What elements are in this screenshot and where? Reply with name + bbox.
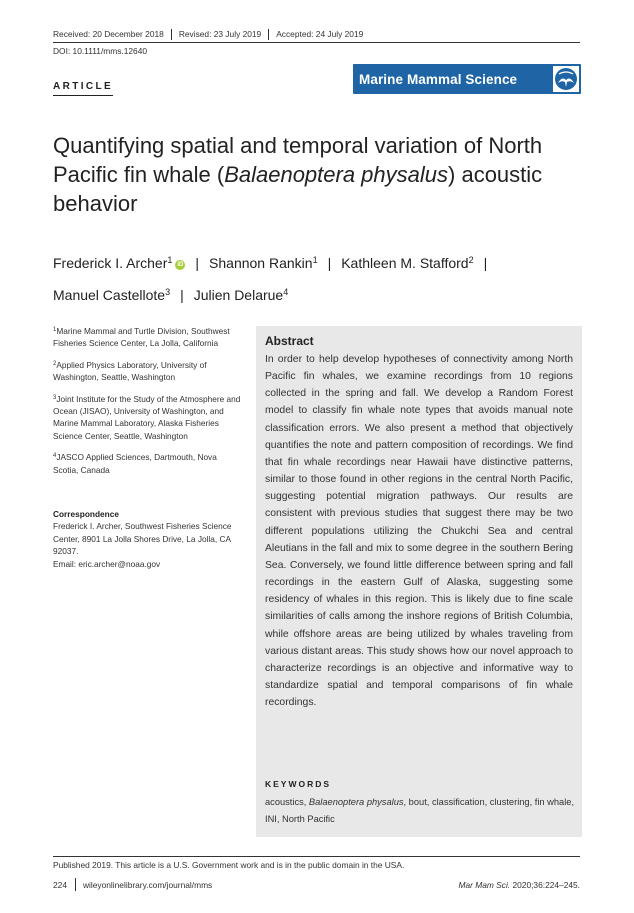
submission-dates xyxy=(53,27,580,42)
article-title xyxy=(53,131,573,218)
title-part-2: ) acoustic behavior xyxy=(53,162,543,216)
correspondence-email[interactable]: Email: eric.archer@noaa.gov xyxy=(53,558,161,569)
journal-url[interactable]: wileyonlinelibrary.com/journal/mms xyxy=(83,880,213,890)
accepted-date: Accepted: 24 July 2019 xyxy=(276,29,364,39)
author-affiliation-sup: 3 xyxy=(165,287,171,297)
affiliation-sup: 1 xyxy=(53,327,57,333)
author-stafford[interactable] xyxy=(341,255,473,271)
affiliation-sup: 4 xyxy=(53,453,57,460)
revised-date: Revised: 23 July 2019 xyxy=(179,29,269,40)
affiliation-sup: 2 xyxy=(53,360,57,367)
author-archer[interactable] xyxy=(53,255,185,271)
journal-badge[interactable] xyxy=(353,64,581,94)
title-species-italic: Balaenoptera physalus xyxy=(224,162,449,187)
author-affiliation-sup: 2 xyxy=(468,255,474,265)
author-separator: | xyxy=(180,287,184,303)
keywords-list xyxy=(265,794,575,828)
keywords-heading: KEYWORDS xyxy=(265,779,332,789)
citation-journal-abbrev: Mar Mam Sci. xyxy=(458,880,511,890)
author-name: Manuel Castellote xyxy=(53,287,166,303)
footer-divider xyxy=(53,856,580,857)
author-separator: | xyxy=(327,255,332,271)
affiliation-text: Applied Physics Laboratory, University of Washington, Seattle, Washington xyxy=(53,359,207,383)
affiliation-text: Joint Institute for the Study of the Atmosphere and Ocean (JISAO), University of Washington, and Marine Mammal Laboratory, Alaska Fisheries Science Center, Seattle, Washington xyxy=(53,393,241,441)
page-footer xyxy=(53,878,580,892)
doi-link[interactable]: DOI: 10.1111/mms.12640 xyxy=(53,46,148,56)
author-separator: | xyxy=(483,255,488,271)
author-affiliation-sup: 4 xyxy=(283,287,289,297)
affiliation-1 xyxy=(53,324,241,350)
page-number-divider xyxy=(75,878,76,891)
keywords-part-1: acoustics, xyxy=(265,797,309,807)
title-part-1: Quantifying spatial and temporal variation of North Pacific fin whale ( xyxy=(53,133,543,187)
orcid-icon[interactable]: iD xyxy=(177,262,184,268)
author-name: Frederick I. Archer xyxy=(53,255,168,271)
whale-tail-logo-icon xyxy=(553,66,579,92)
affiliations xyxy=(53,324,241,484)
author-list xyxy=(53,246,593,310)
article-type-label: ARTICLE xyxy=(53,81,113,96)
affiliation-2 xyxy=(53,358,241,384)
author-name: Kathleen M. Stafford xyxy=(341,255,469,271)
author-separator: | xyxy=(195,255,200,271)
journal-name: Marine Mammal Science xyxy=(359,71,518,87)
author-affiliation-sup: 1 xyxy=(312,255,318,265)
author-delarue[interactable] xyxy=(194,287,289,303)
header-divider xyxy=(53,42,580,43)
abstract-text: In order to help develop hypotheses of connectivity among North Pacific fin whales, we examine recordings from 10 regions collected in the spring and fall. We develop a Random Forest model to classify fin whale note types that avoids manual note classification errors. We also present a method that objectively quantifies the note and pattern composition of recordings. We find that fin whale recordings near Hawaii have distinctive patterns, similar to those found in other regions in the central North Pacific, suggesting potential migration pathways. Our results are consistent with previous studies that suggest there may be two different populations utilizing the Chukchi Sea and central Aleutians in the fall and mix to some degree in the southern Bering Sea. Conversely, we found little difference between spring and fall recordings in the eastern Gulf of Alaska, suggesting some residency of whales in this region. This is likely due to fine scale similarities of calls among the inshore regions of British Columbia, while offshore areas are being utilized by whales traveling from various distant areas. This study shows how our novel approach to characterize recordings is an objective and informative way to standardize spatial and temporal comparisons of fin whale recordings. xyxy=(265,354,573,709)
abstract-heading: Abstract xyxy=(265,334,314,348)
correspondence xyxy=(53,508,241,570)
author-affiliation-sup: 1 xyxy=(167,255,173,265)
public-domain-note: Published 2019. This article is a U.S. Government work and is in the public domain in the USA. xyxy=(53,860,405,870)
author-rankin[interactable] xyxy=(209,255,318,271)
author-name: Shannon Rankin xyxy=(209,255,313,271)
affiliation-sup: 3 xyxy=(53,394,57,401)
keywords-species-italic: Balaenoptera physalus xyxy=(308,797,404,807)
affiliation-4 xyxy=(53,450,241,476)
keywords-part-2: , bout, classification, clustering, fin whale, INI, North Pacific xyxy=(265,797,575,824)
author-castellote[interactable] xyxy=(53,287,170,303)
affiliation-text: Marine Mammal and Turtle Division, Southwest Fisheries Science Center, La Jolla, California xyxy=(53,326,230,349)
affiliation-3 xyxy=(53,392,241,443)
citation-volume-pages: 2020;36:224–245. xyxy=(510,880,580,890)
correspondence-address: Frederick I. Archer, Southwest Fisheries Science Center, 8901 La Jolla Shores Drive, La Jolla, CA 92037. xyxy=(53,521,232,557)
affiliation-text: JASCO Applied Sciences, Dartmouth, Nova Scotia, Canada xyxy=(53,452,217,475)
page-number: 224 xyxy=(53,880,67,890)
journal-citation xyxy=(458,880,580,890)
correspondence-heading: Correspondence xyxy=(53,509,119,519)
received-date: Received: 20 December 2018 xyxy=(53,29,172,40)
abstract-box xyxy=(256,326,582,837)
author-name: Julien Delarue xyxy=(193,287,284,303)
